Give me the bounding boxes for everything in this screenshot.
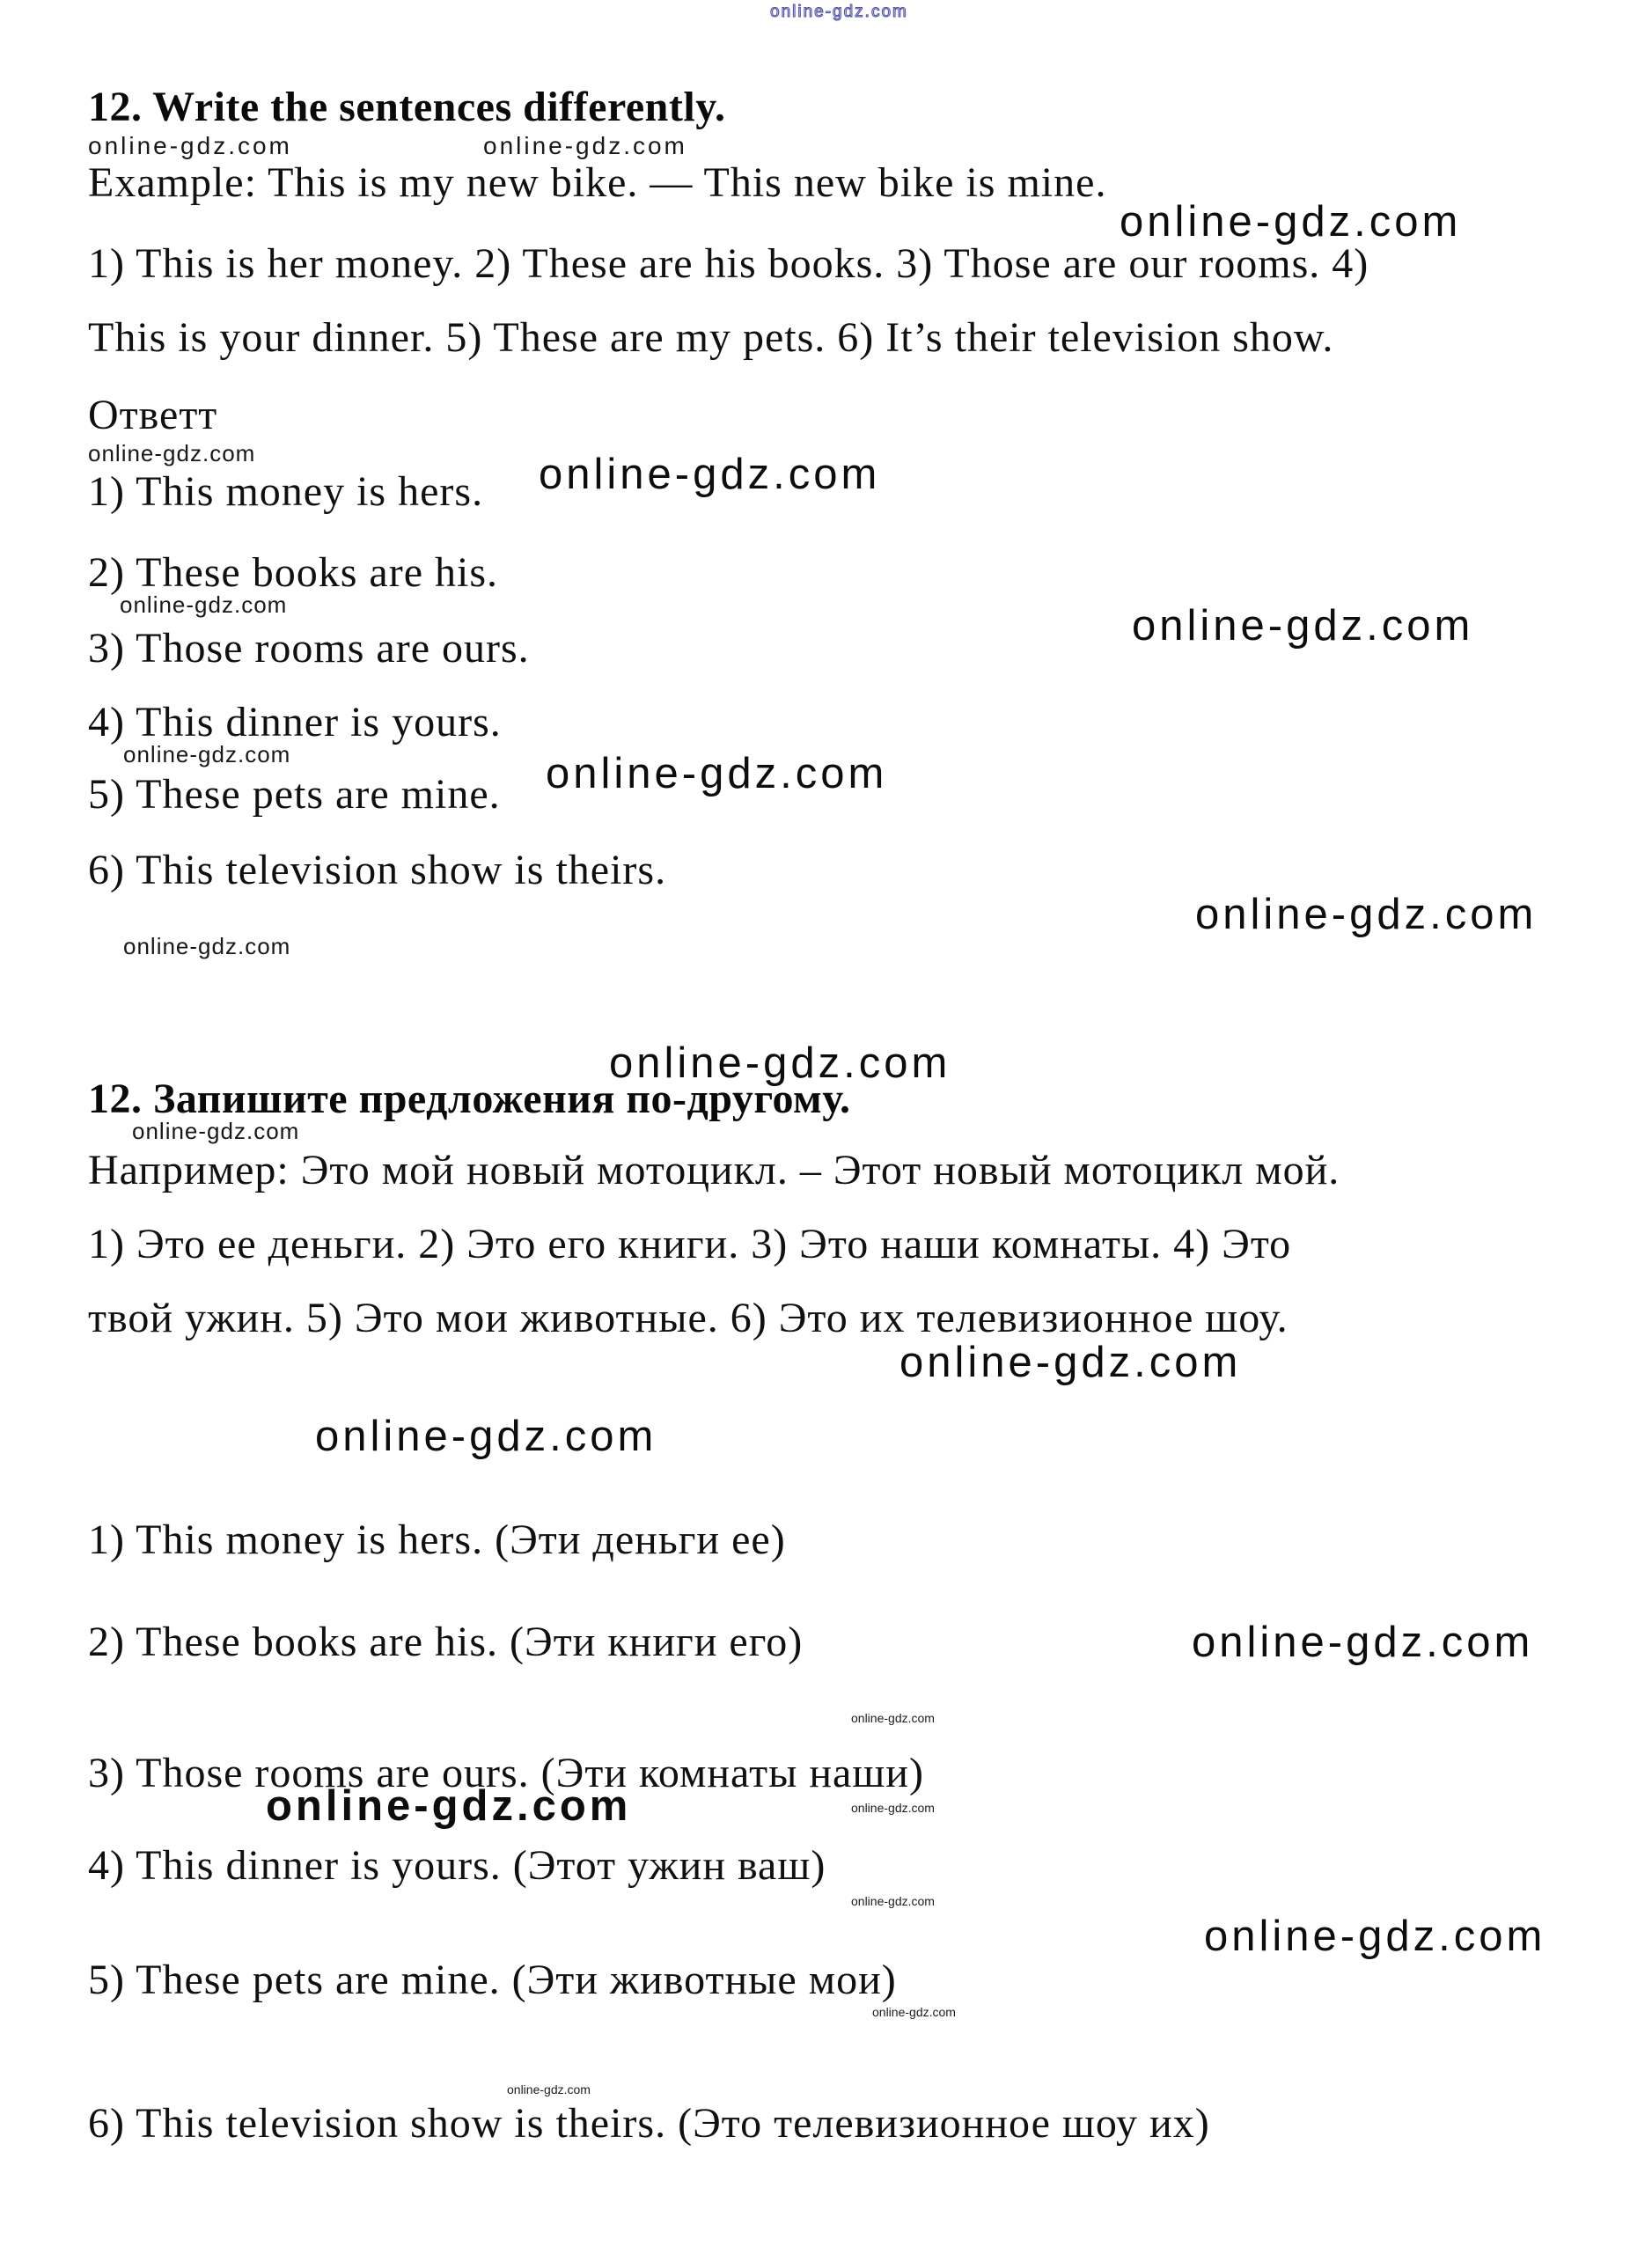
watermark-top-outline: online-gdz.com bbox=[770, 3, 908, 21]
watermark-large-2: online-gdz.com bbox=[539, 451, 881, 498]
example-line-en: Example: This is my new bike. — This new bike is mine. bbox=[88, 159, 1107, 206]
answer-en-5: 5) These pets are mine. bbox=[88, 771, 501, 818]
answer-en-1: 1) This money is hers. bbox=[88, 468, 484, 515]
watermark-large-5: online-gdz.com bbox=[1195, 891, 1538, 938]
answer-en-6: 6) This television show is theirs. bbox=[88, 847, 667, 893]
watermark-large-10: online-gdz.com bbox=[266, 1782, 632, 1830]
task-sentences-en-line2: This is your dinner. 5) These are my pets. 6) It’s their television show. bbox=[88, 314, 1334, 361]
watermark-small-3: online-gdz.com bbox=[88, 440, 256, 466]
watermark-tiny-5: online-gdz.com bbox=[507, 2082, 591, 2096]
answer-ru-6: 6) This television show is theirs. (Это телевизионное шоу их) bbox=[88, 2100, 1210, 2147]
answer-ru-5: 5) These pets are mine. (Эти животные мои) bbox=[88, 1957, 897, 2003]
example-line-ru: Например: Это мой новый мотоцикл. – Этот новый мотоцикл мой. bbox=[88, 1147, 1340, 1193]
watermark-tiny-4: online-gdz.com bbox=[872, 2005, 956, 2019]
watermark-large-9: online-gdz.com bbox=[1192, 1619, 1534, 1666]
watermark-small-4: online-gdz.com bbox=[120, 591, 288, 618]
watermark-small-7: online-gdz.com bbox=[132, 1118, 300, 1144]
task-heading-en: 12. Write the sentences differently. bbox=[88, 84, 726, 130]
watermark-large-4: online-gdz.com bbox=[546, 750, 888, 797]
answer-en-3: 3) Those rooms are ours. bbox=[88, 625, 530, 672]
watermark-large-8: online-gdz.com bbox=[315, 1413, 657, 1460]
answer-ru-1: 1) This money is hers. (Эти деньги ее) bbox=[88, 1516, 786, 1563]
watermark-tiny-1: online-gdz.com bbox=[851, 1711, 935, 1725]
answer-ru-4: 4) This dinner is yours. (Этот ужин ваш) bbox=[88, 1842, 826, 1889]
task-heading-ru: 12. Запишите предложения по-другому. bbox=[88, 1076, 851, 1122]
watermark-small-5: online-gdz.com bbox=[123, 741, 291, 767]
task-sentences-ru-line2: твой ужин. 5) Это мои животные. 6) Это их телевизионное шоу. bbox=[88, 1295, 1289, 1341]
answer-label: Ответт bbox=[88, 392, 218, 438]
watermark-large-11: online-gdz.com bbox=[1204, 1913, 1546, 1960]
answer-en-4: 4) This dinner is yours. bbox=[88, 699, 502, 745]
watermark-large-3: online-gdz.com bbox=[1132, 602, 1474, 650]
watermark-small-2: online-gdz.com bbox=[483, 132, 687, 159]
task-sentences-ru-line1: 1) Это ее деньги. 2) Это его книги. 3) Это наши комнаты. 4) Это bbox=[88, 1221, 1292, 1267]
task-sentences-en-line1: 1) This is her money. 2) These are his books. 3) Those are our rooms. 4) bbox=[88, 240, 1369, 287]
watermark-tiny-3: online-gdz.com bbox=[851, 1894, 935, 1908]
watermark-small-1: online-gdz.com bbox=[88, 132, 292, 159]
answer-ru-2: 2) These books are his. (Эти книги его) bbox=[88, 1619, 804, 1665]
watermark-tiny-2: online-gdz.com bbox=[851, 1801, 935, 1815]
watermark-small-6: online-gdz.com bbox=[123, 933, 291, 959]
answer-ru-3: 3) Those rooms are ours. (Эти комнаты наши) bbox=[88, 1750, 924, 1796]
watermark-large-6: online-gdz.com bbox=[609, 1039, 951, 1087]
watermark-large-7: online-gdz.com bbox=[899, 1339, 1242, 1386]
watermark-large-1: online-gdz.com bbox=[1120, 198, 1462, 246]
answer-en-2: 2) These books are his. bbox=[88, 549, 499, 596]
